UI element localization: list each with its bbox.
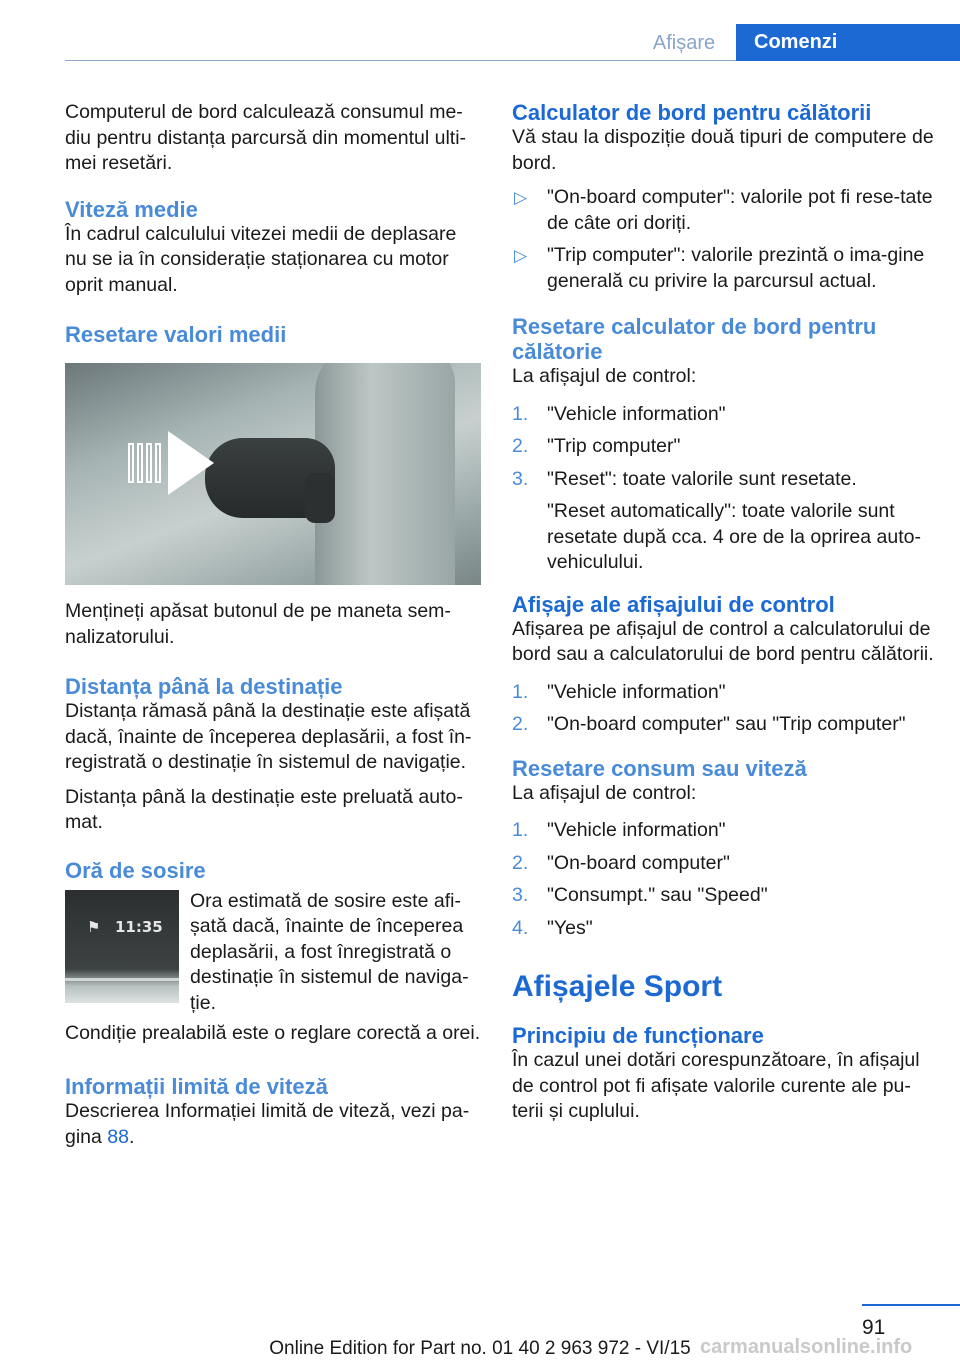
afisaje-text: Afișarea pe afișajul de control a calculatorului de bord sau a calculatorului de bord pentru călătorii. bbox=[512, 617, 934, 665]
resetare-consum-heading: Resetare consum sau viteză bbox=[512, 755, 807, 781]
intro-text: Computerul de bord calculează consumul me-diu pentru distanța parcursă din momentul ulti-mei resetări. bbox=[65, 101, 467, 174]
footer-rule bbox=[862, 1304, 960, 1306]
left-column bbox=[65, 100, 481, 1159]
list-item: 3. "Reset": toate valorile sunt resetate. bbox=[512, 467, 857, 490]
resetare-valori-heading: Resetare valori medii bbox=[65, 322, 287, 347]
tab-afisare[interactable]: Afișare bbox=[652, 32, 716, 54]
calculator-text: Vă stau la dispoziție două tipuri de computere de bord. bbox=[512, 126, 934, 174]
list-item: 2. "On-board computer" bbox=[512, 851, 730, 874]
arrival-time: 11:35 bbox=[115, 917, 163, 936]
principiu-heading: Principiu de funcționare bbox=[512, 1023, 764, 1048]
distanta-text-1: Distanța rămasă până la destinație este afișată dacă, înainte de începerea deplasării, a fost în-registrată o destinație în sistemul de navigație. bbox=[65, 700, 472, 773]
arrival-time-display-image bbox=[65, 890, 179, 1003]
list-item: 1. "Vehicle information" bbox=[512, 402, 726, 425]
distanta-heading: Distanța până la destinație bbox=[65, 674, 343, 699]
turn-signal-lever-image bbox=[65, 363, 481, 585]
informatii-heading: Informații limită de viteză bbox=[65, 1074, 328, 1099]
arrow-icon bbox=[128, 443, 168, 483]
list-item: 4. "Yes" bbox=[512, 916, 593, 939]
edition-footer: Online Edition for Part no. 01 40 2 963 972 - VI/15 bbox=[269, 1338, 691, 1359]
afisaje-heading: Afișaje ale afișajului de control bbox=[512, 591, 835, 617]
reset-automatically-note: "Reset automatically": toate valorile sunt resetate după cca. 4 ore de la oprirea auto-vehiculului. bbox=[547, 500, 921, 573]
clock-row bbox=[65, 889, 481, 1021]
list-item: ▷ "On-board computer": valorile pot fi rese-tate de câte ori doriți. bbox=[514, 186, 933, 234]
right-column bbox=[512, 100, 942, 1134]
informatii-text: Descrierea Informației limită de viteză, vezi pa-gina 88. bbox=[65, 1100, 470, 1148]
conditie-text: Condiție prealabilă este o reglare corectă a orei. bbox=[65, 1021, 481, 1044]
page-link-88[interactable]: 88 bbox=[107, 1125, 129, 1148]
ora-sosire-text: Ora estimată de sosire este afi-șată dacă, înainte de începerea deplasării, a fost înregistrată o destinație în sistemul de naviga-ție. bbox=[190, 889, 469, 1014]
viteza-medie-text: În cadrul calculului vitezei medii de deplasare nu se ia în considerație staționarea cu motor oprit manual. bbox=[65, 222, 457, 296]
list-item: 3. "Consumpt." sau "Speed" bbox=[512, 884, 768, 906]
list-item: 1. "Vehicle information" bbox=[512, 680, 726, 703]
viteza-medie-heading: Viteză medie bbox=[65, 196, 198, 222]
distanta-text-2: Distanța până la destinație este preluată auto-mat. bbox=[65, 785, 463, 833]
resetare-calculator-intro: La afișajul de control: bbox=[512, 365, 697, 387]
principiu-text: În cazul unei dotări corespunzătoare, în afișajul de control pot fi afișate valorile curente ale pu-terii și cuplului. bbox=[512, 1049, 920, 1122]
tab-comenzi[interactable]: Comenzi bbox=[736, 24, 960, 61]
list-item: 2. "Trip computer" bbox=[512, 435, 681, 457]
resetare-consum-intro: La afișajul de control: bbox=[512, 781, 697, 804]
list-item: ▷ "Trip computer": valorile prezintă o ima-gine generală cu privire la parcursul actual. bbox=[514, 244, 925, 292]
afisajele-sport-heading: Afișajele Sport bbox=[512, 970, 723, 1003]
page-number: 91 bbox=[862, 1316, 886, 1339]
resetare-calculator-heading: Resetare calculator de bord pentru călătorie bbox=[512, 314, 877, 364]
destination-flag-icon: ⚑ bbox=[87, 918, 101, 936]
triangle-bullet-icon: ▷ bbox=[514, 246, 528, 265]
list-item: 1. "Vehicle information" bbox=[512, 819, 726, 841]
calculator-heading: Calculator de bord pentru călătorii bbox=[512, 100, 872, 125]
ora-sosire-heading: Oră de sosire bbox=[65, 857, 206, 883]
watermark: carmanualsonline.info bbox=[700, 1336, 913, 1358]
triangle-bullet-icon: ▷ bbox=[514, 188, 528, 207]
list-item: 2. "On-board computer" sau "Trip computer" bbox=[512, 713, 906, 735]
reset-text: Mențineți apăsat butonul de pe maneta sem-nalizatorului. bbox=[65, 600, 451, 648]
